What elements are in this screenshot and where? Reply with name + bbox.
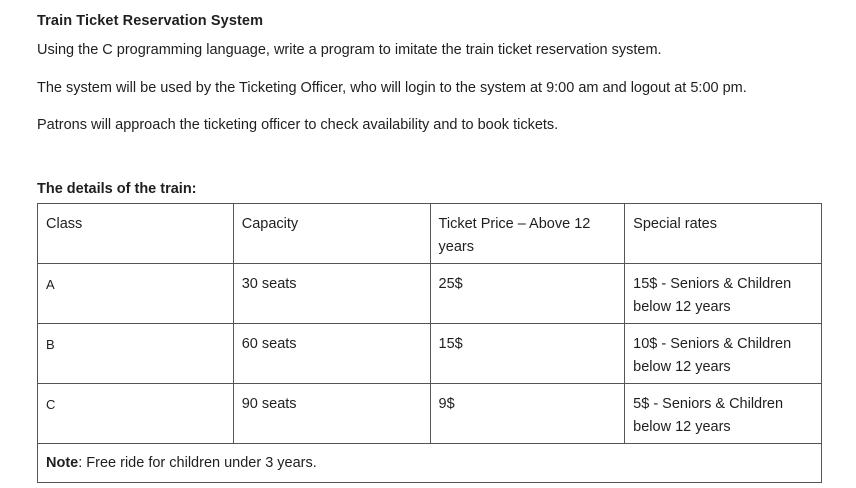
cell-class: C	[38, 384, 234, 444]
note-text: : Free ride for children under 3 years.	[78, 455, 317, 471]
cell-ticket-price: 15$	[430, 324, 625, 384]
cell-special-rate: 5$ - Seniors & Children below 12 years	[625, 384, 822, 444]
header-special-rates: Special rates	[625, 204, 822, 264]
table-header-row	[38, 204, 822, 264]
cell-class: B	[38, 324, 234, 384]
paragraph-officer: The system will be used by the Ticketing Officer, who will login to the system at 9:00 am and logout at 5:00 pm.	[37, 80, 747, 96]
cell-special-rate: 15$ - Seniors & Children below 12 years	[625, 264, 822, 324]
header-class: Class	[38, 204, 234, 264]
table-note-row	[38, 444, 822, 483]
paragraph-language: Using the C programming language, write a program to imitate the train ticket reservation system.	[37, 42, 662, 58]
cell-ticket-price: 25$	[430, 264, 625, 324]
table-row	[38, 264, 822, 324]
cell-ticket-price: 9$	[430, 384, 625, 444]
cell-special-rate: 10$ - Seniors & Children below 12 years	[625, 324, 822, 384]
note-cell	[38, 444, 822, 483]
paragraph-patrons: Patrons will approach the ticketing officer to check availability and to book tickets.	[37, 117, 559, 133]
cell-capacity: 90 seats	[233, 384, 430, 444]
train-details-table	[37, 203, 822, 483]
table-row	[38, 384, 822, 444]
header-ticket-price: Ticket Price – Above 12 years	[430, 204, 625, 264]
table-heading: The details of the train:	[37, 181, 197, 197]
document-title: Train Ticket Reservation System	[37, 13, 264, 29]
cell-class: A	[38, 264, 234, 324]
table-row	[38, 324, 822, 384]
cell-capacity: 30 seats	[233, 264, 430, 324]
note-label: Note	[46, 455, 79, 471]
cell-capacity: 60 seats	[233, 324, 430, 384]
header-capacity: Capacity	[233, 204, 430, 264]
